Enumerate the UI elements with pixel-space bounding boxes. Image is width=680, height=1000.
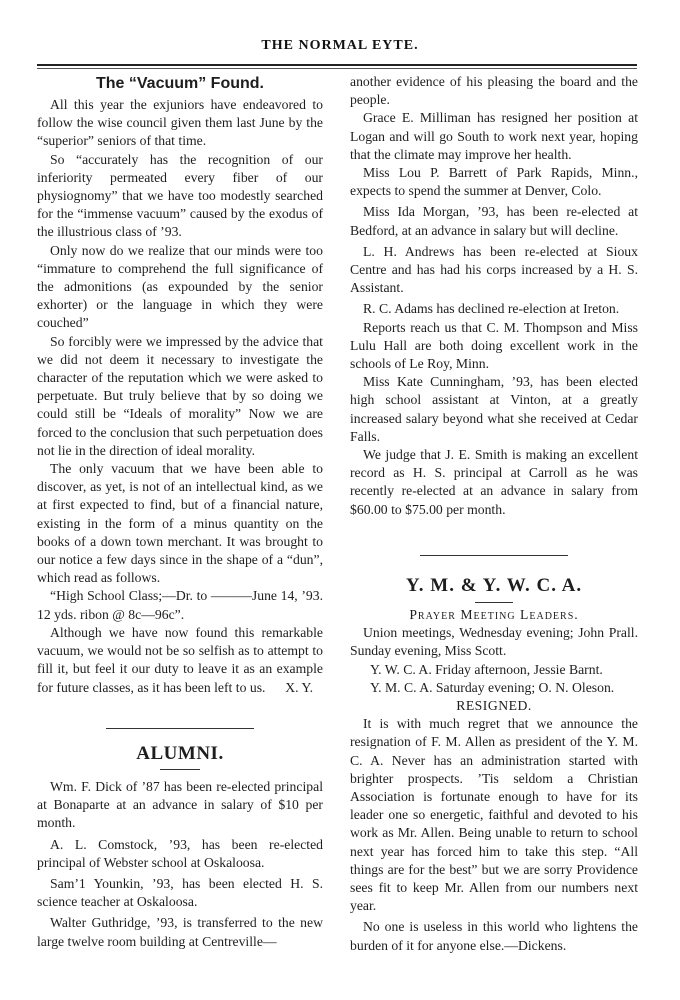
paragraph: Y. W. C. A. Friday afternoon, Jessie Barnt. <box>370 661 603 677</box>
paragraph: another evidence of his pleasing the board and the people. <box>350 74 638 108</box>
title-rule <box>475 602 513 603</box>
paragraph: All this year the exjuniors have endeavored to follow the wise council given them last June by the “superior” seniors of that time. <box>37 97 323 149</box>
article-ymca <box>350 555 638 955</box>
paragraph: Union meetings, Wednesday evening; John Prall. Sunday evening, Miss Scott. <box>350 625 638 659</box>
article-vacuum <box>37 74 323 697</box>
paragraph: Sam’1 Younkin, ’93, has been elected H. S. science teacher at Oskaloosa. <box>37 876 323 910</box>
paragraph: Wm. F. Dick of ’87 has been re-elected principal at Bonaparte at an advance in salary of $10 per month. <box>37 779 323 831</box>
quote: No one is useless in this world who lightens the burden of it for anyone else.—Dickens. <box>350 919 638 953</box>
subtitle: Prayer Meeting Leaders. <box>409 607 579 622</box>
alumni-continued <box>350 73 638 519</box>
title-rule <box>160 769 200 770</box>
masthead: THE NORMAL EYTE. <box>261 38 419 53</box>
paragraph: Only now do we realize that our minds were too “immature to comprehend the full significance of the admonitions (as expounded by the senior exhorter) or the language in which they were couched” <box>37 242 323 331</box>
paragraph: “High School Class;—Dr. to ———June 14, ’93. 12 yds. ribon @ 8c—96c”. <box>37 588 323 622</box>
section-title: Y. M. & Y. W. C. A. <box>405 575 583 596</box>
signature: X. Y. <box>285 679 313 695</box>
section-title: ALUMNI. <box>136 743 224 764</box>
article-alumni <box>37 728 323 951</box>
paragraph: Although we have now found this remarkable vacuum, we would not be so selfish as to attempt to fill it, but feel it our duty to leave it as an example for future classes, as it has been left to us. <box>37 624 323 695</box>
paragraph: The only vacuum that we have been able to discover, as yet, is not of an intellectual kind, as we at first expected to find, but of a financial nature, existing in the form of a minus quantity on the books of a down town merchant. It was brought to our notice a few days since in the shape of a “dun”, which read as follows. <box>37 461 323 586</box>
paragraph: Miss Lou P. Barrett of Park Rapids, Minn., expects to spend the summer at Denver, Colo. <box>350 165 638 199</box>
paragraph: R. C. Adams has declined re-election at Ireton. <box>363 301 620 317</box>
paragraph: A. L. Comstock, ’93, has been re-elected principal of Webster school at Oskaloosa. <box>37 836 323 870</box>
paragraph: Y. M. C. A. Saturday evening; O. N. Oleson. <box>370 679 615 695</box>
paragraph: So “accurately has the recognition of our inferiority permeated every fiber of our physiognomy” that we have too modestly searched for the “immense vacuum” caused by the exodus of the illustrious class of ’93. <box>37 151 323 240</box>
paragraph: Miss Kate Cunningham, ’93, has been elected high school assistant at Vinton, at a greatly increased salary beyond what she received at Cedar Falls. <box>350 374 638 444</box>
paragraph: L. H. Andrews has been re-elected at Sioux Centre and has had his corps increased by a H. S. Assistant. <box>350 243 638 296</box>
article-title: The “Vacuum” Found. <box>95 75 264 92</box>
paragraph: It is with much regret that we announce the resignation of F. M. Allen as president of the Y. M. C. A. Never has an administration started with brighter prospects. ’Tis seldom a Christian Association is fortunate enough to have for its leader one so energetic, faithful and devoted to his work as Mr. Allen. Being unable to return to school next year has forced him to take this step. “All things are for the best” but we are sorry Providence sees fit to keep Mr. Allen from our numbers next year. <box>350 716 638 914</box>
paragraph: Miss Ida Morgan, ’93, has been re-elected at Bedford, at an advance in salary but will decline. <box>350 204 638 238</box>
paragraph: So forcibly were we impressed by the advice that we did not deem it necessary to investigate the character of the reputation which we were asked to perpetuate. But truly believe that by so doing we could still be “Ideals of morality” Now we are forced to the conclusion that such perpetuation does not lie in the direction of ideal morality. <box>37 333 323 458</box>
paragraph: Grace E. Milliman has resigned her position at Logan and will go South to work next year, hoping that the climate may improve her health. <box>350 110 638 162</box>
header-rule <box>37 64 637 69</box>
subheading: RESIGNED. <box>456 698 532 714</box>
paragraph: Walter Guthridge, ’93, is transferred to the new large twelve room building at Centreville— <box>37 915 323 949</box>
paragraph: Reports reach us that C. M. Thompson and Miss Lulu Hall are both doing excellent work in the schools of Le Roy, Minn. <box>350 319 638 372</box>
paragraph: We judge that J. E. Smith is making an excellent record as H. S. principal at Carroll as he was recently re-elected at an advance in salary from $60.00 to $75.00 per month. <box>350 447 638 517</box>
section-divider <box>106 728 254 729</box>
section-divider <box>420 555 568 556</box>
